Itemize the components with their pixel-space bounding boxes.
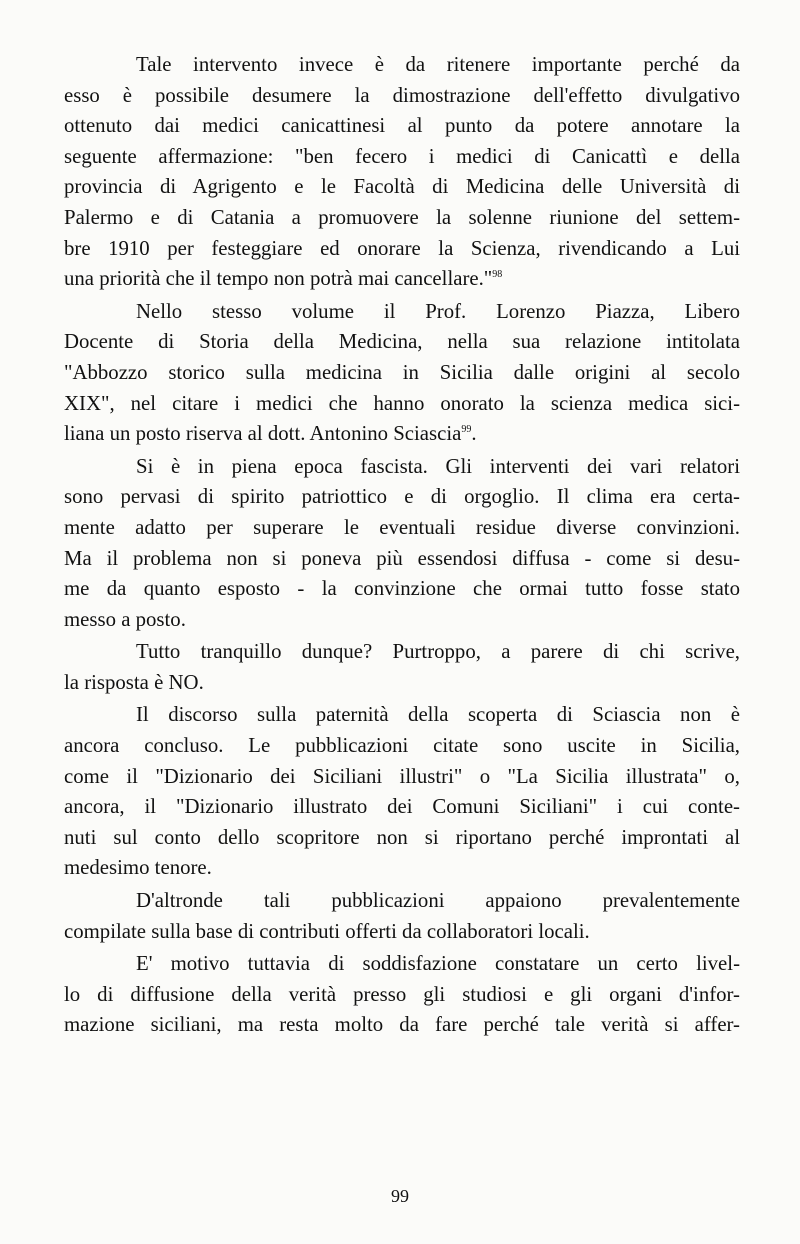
- text-line: mente adatto per superare le eventuali residue diverse convinzioni.: [64, 515, 740, 539]
- text-line: "Abbozzo storico sulla medicina in Sicilia dalle origini al secolo: [64, 360, 740, 384]
- text-line: nuti sul conto dello scopritore non si riportano perché improntati al: [64, 825, 740, 849]
- text-line: D'altronde tali pubblicazioni appaiono prevalentemente: [136, 889, 740, 913]
- body-text: [64, 50, 740, 1043]
- paragraph-4: [64, 637, 740, 698]
- text-line: [64, 264, 740, 295]
- text-line: esso è possibile desumere la dimostrazione dell'effetto divulgativo: [64, 83, 740, 107]
- text-line: messo a posto.: [64, 607, 186, 631]
- footnote-marker: 98: [492, 269, 503, 281]
- paragraph-2: [64, 297, 740, 450]
- text-line: bre 1910 per festeggiare ed onorare la Scienza, rivendicando a Lui: [64, 236, 740, 260]
- paragraph-3: [64, 452, 740, 636]
- text-line: E' motivo tuttavia di soddisfazione constatare un certo livel-: [136, 952, 740, 976]
- text-line: Ma il problema non si poneva più essendosi diffusa - come si desu-: [64, 546, 740, 570]
- paragraph-7: [64, 949, 740, 1041]
- text-fragment: .: [471, 422, 477, 446]
- footnote-marker: 99: [461, 424, 472, 436]
- page-number: 99: [391, 1186, 409, 1206]
- text-line: Docente di Storia della Medicina, nella sua relazione intitolata: [64, 330, 740, 354]
- text-fragment: liana un posto riserva al dott. Antonino Sciascia: [64, 422, 462, 446]
- paragraph-5: [64, 700, 740, 884]
- text-line: Palermo e di Catania a promuovere la solenne riunione del settem-: [64, 205, 740, 229]
- text-line: compilate sulla base di contributi offerti da collaboratori locali.: [64, 919, 590, 943]
- text-fragment: una priorità che il tempo non potrà mai cancellare.": [64, 267, 493, 291]
- text-line: XIX", nel citare i medici che hanno onorato la scienza medica sici-: [64, 391, 740, 415]
- text-line: Tutto tranquillo dunque? Purtroppo, a parere di chi scrive,: [136, 640, 740, 664]
- text-line: sono pervasi di spirito patriottico e di orgoglio. Il clima era certa-: [64, 485, 740, 509]
- text-line: seguente affermazione: "ben fecero i medici di Canicattì e della: [64, 144, 740, 168]
- text-line: medesimo tenore.: [64, 856, 212, 880]
- text-line: me da quanto esposto - la convinzione che ormai tutto fosse stato: [64, 577, 740, 601]
- text-line: ancora, il "Dizionario illustrato dei Comuni Siciliani" i cui conte-: [64, 795, 740, 819]
- text-line: provincia di Agrigento e le Facoltà di Medicina delle Università di: [64, 175, 740, 199]
- text-line: lo di diffusione della verità presso gli studiosi e gli organi d'infor-: [64, 982, 740, 1006]
- text-line: la risposta è NO.: [64, 670, 204, 694]
- paragraph-6: [64, 886, 740, 947]
- text-line: Nello stesso volume il Prof. Lorenzo Piazza, Libero: [136, 299, 740, 323]
- text-line: ancora concluso. Le pubblicazioni citate sono uscite in Sicilia,: [64, 734, 740, 758]
- text-line: ottenuto dai medici canicattinesi al punto da potere annotare la: [64, 114, 740, 138]
- paragraph-1: [64, 50, 740, 295]
- text-line: come il "Dizionario dei Siciliani illustri" o "La Sicilia illustrata" o,: [64, 764, 740, 788]
- text-line: mazione siciliani, ma resta molto da fare perché tale verità si affer-: [64, 1013, 740, 1037]
- text-line: Tale intervento invece è da ritenere importante perché da: [136, 53, 740, 76]
- text-line: [64, 419, 740, 450]
- text-line: Il discorso sulla paternità della scoperta di Sciascia non è: [136, 703, 740, 727]
- text-line: Si è in piena epoca fascista. Gli interventi dei vari relatori: [136, 454, 740, 478]
